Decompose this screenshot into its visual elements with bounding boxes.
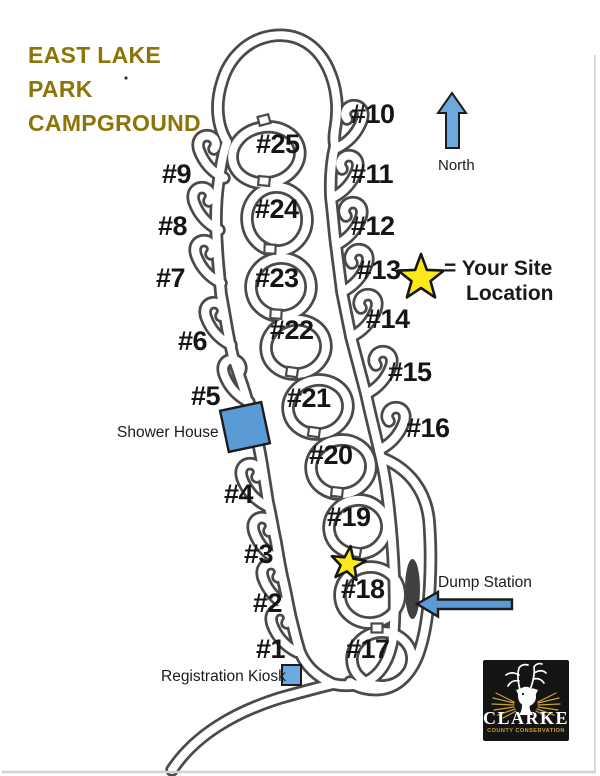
dump-station-label: Dump Station	[438, 574, 532, 591]
site-label-20: #20	[309, 440, 353, 470]
title-line-3: CAMPGROUND	[28, 110, 201, 136]
site-label-18: #18	[341, 574, 385, 604]
site-label-19: #19	[327, 502, 371, 532]
site-label-12: #12	[351, 211, 395, 241]
site-label-24: #24	[255, 194, 299, 224]
logo-subtitle: COUNTY CONSERVATION	[487, 728, 565, 734]
site-label-3: #3	[244, 539, 274, 569]
north-arrow-icon	[438, 93, 466, 148]
site-label-25: #25	[256, 129, 300, 159]
site-label-9: #9	[162, 159, 192, 189]
logo-name: CLARKE	[482, 708, 570, 728]
site-label-4: #4	[224, 479, 254, 509]
title-line-1: EAST LAKE	[28, 42, 162, 68]
site-label-21: #21	[287, 383, 331, 413]
legend-text-line-2: Location	[466, 282, 554, 305]
clarke-logo	[483, 660, 569, 741]
registration-kiosk-label: Registration Kiosk	[161, 668, 286, 685]
site-label-6: #6	[178, 326, 208, 356]
site-label-10: #10	[351, 99, 395, 129]
site-label-8: #8	[158, 211, 188, 241]
site-label-22: #22	[270, 315, 314, 345]
north-label: North	[438, 157, 475, 174]
legend-text-line-1: = Your Site	[444, 257, 553, 280]
site-label-15: #15	[388, 357, 432, 387]
dump-station-arrow-icon	[417, 592, 512, 617]
page-title	[28, 38, 201, 140]
dump-station-pad	[405, 559, 420, 619]
site-label-13: #13	[357, 255, 401, 285]
site-label-16: #16	[406, 413, 450, 443]
site-label-17: #17	[346, 634, 390, 664]
legend-star-icon	[398, 254, 444, 297]
your-site-legend	[444, 256, 554, 306]
site-label-7: #7	[156, 263, 186, 293]
site-label-5: #5	[191, 381, 221, 411]
shower-house-square	[220, 402, 270, 452]
site-label-14: #14	[366, 304, 410, 334]
site-label-23: #23	[255, 263, 299, 293]
site-label-2: #2	[253, 588, 283, 618]
site-label-1: #1	[256, 634, 286, 664]
shower-house-label: Shower House	[117, 424, 219, 441]
title-line-2: PARK	[28, 76, 93, 102]
site-label-11: #11	[351, 159, 394, 189]
